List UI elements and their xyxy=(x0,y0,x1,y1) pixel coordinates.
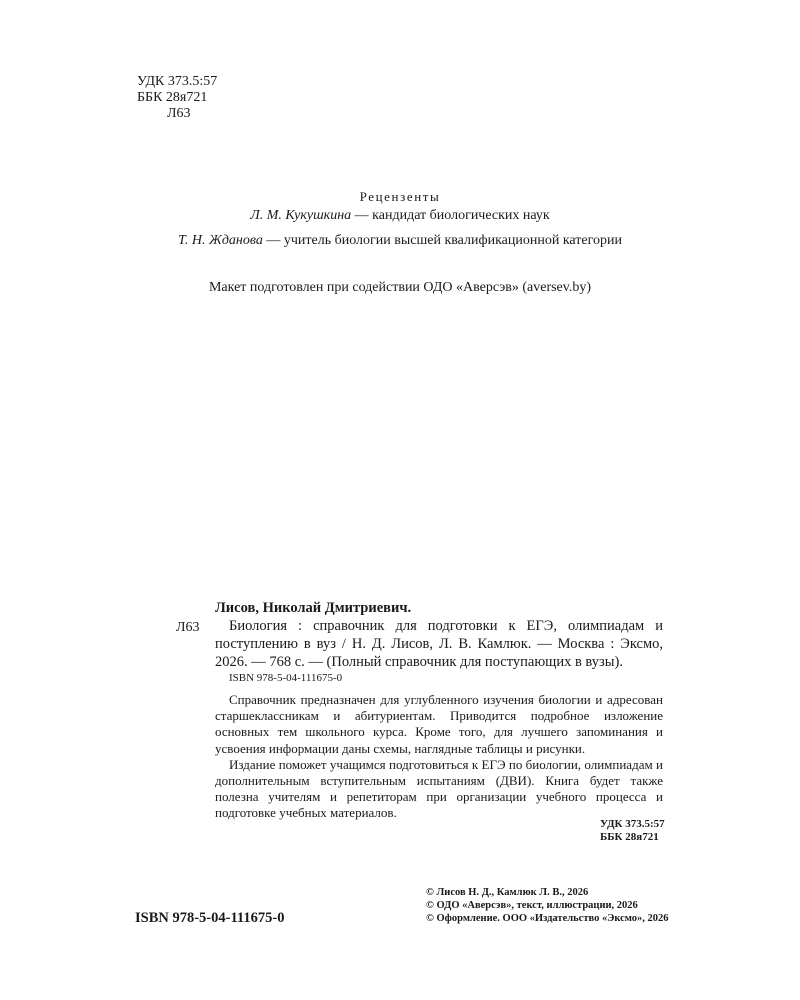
copyright-line: © Лисов Н. Д., Камлюк Л. В., 2026 xyxy=(426,887,589,898)
reviewer-separator: — xyxy=(351,208,373,223)
record-bbk: ББК 28я721 xyxy=(600,831,659,843)
record-description: Биология : справочник для подготовки к ЕГЭ, олимпиадам и поступлению в вуз / Н. Д. Лисов, Л. В. Камлюк. — Москва : Эксмо, 2026. — 768 с. — (Полный справочник для поступающих в вузы). xyxy=(215,618,663,670)
reviewer-name: Т. Н. Жданова xyxy=(178,233,263,248)
record-codes xyxy=(600,818,665,844)
isbn-bottom: ISBN 978-5-04-111675-0 xyxy=(135,910,285,926)
record-call-number: Л63 xyxy=(176,620,200,635)
annotation-paragraph: Справочник предназначен для углубленного изучения биологии и адресован старшеклассникам и абитуриентам. Приводится подробное изложение основных тем школьного курса. Кроме того, для лучшего запоминания и усвоения информации даны схемы, наглядные таблицы и рисунки. xyxy=(215,692,663,756)
annotation-paragraph: Издание поможет учащимся подготовиться к ЕГЭ по биологии, олимпиадам и дополнительным вступительным испытаниям (ДВИ). Книга будет также полезна учителям и репетиторам при организации учебного процесса и подготовке учебных материалов. xyxy=(215,756,663,821)
reviewers-heading: Рецензенты xyxy=(359,189,441,204)
layout-note: Макет подготовлен при содействии ОДО «Аверсэв» (aversev.by) xyxy=(208,280,592,295)
reviewer-line xyxy=(0,208,800,224)
reviewer-separator: — xyxy=(262,233,284,248)
reviewer-name: Л. М. Кукушкина xyxy=(250,208,352,223)
reviewer-title: учитель биологии высшей квалификационной категории xyxy=(283,233,622,248)
copyright-block xyxy=(426,886,669,926)
annotation xyxy=(215,692,663,822)
reviewer-line xyxy=(0,233,800,249)
record-isbn: ISBN 978-5-04-111675-0 xyxy=(229,672,343,684)
copyright-line: © Оформление. ООО «Издательство «Эксмо», 2026 xyxy=(426,913,669,925)
record-udk: УДК 373.5:57 xyxy=(600,818,665,830)
record-author: Лисов, Николай Дмитриевич. xyxy=(215,600,412,616)
bbk-code: ББК 28я721 xyxy=(137,90,208,105)
author-sign-code: Л63 xyxy=(167,106,191,121)
udk-code: УДК 373.5:57 xyxy=(137,74,218,89)
copyright-line: © ОДО «Аверсэв», текст, иллюстрации, 2026 xyxy=(426,900,638,912)
reviewer-title: кандидат биологических наук xyxy=(372,208,550,223)
classification-codes xyxy=(137,74,217,122)
